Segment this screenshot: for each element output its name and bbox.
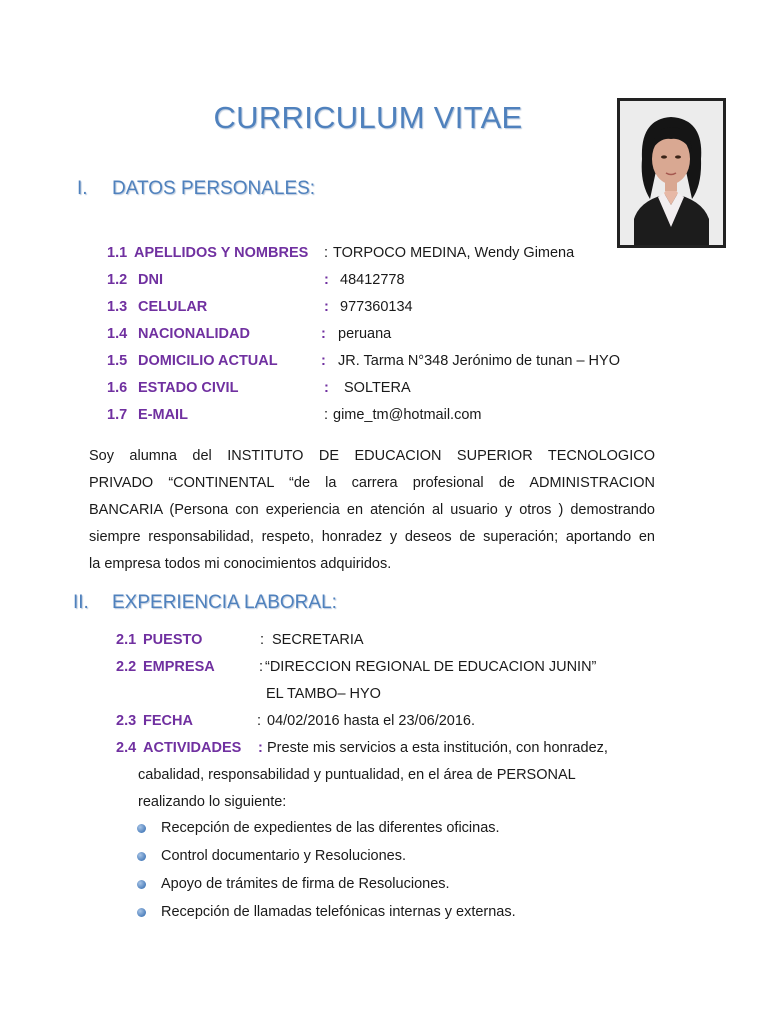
section-title: DATOS PERSONALES: — [112, 178, 316, 199]
field-label: DNI — [138, 272, 163, 288]
field-label: PUESTO — [143, 632, 203, 648]
field-number: 1.2 — [107, 272, 128, 288]
field-value: Preste mis servicios a esta institución, con honradez, — [267, 740, 608, 756]
profile-line: la empresa todos mi conocimientos adquiridos. — [89, 556, 392, 572]
field-separator: : — [324, 407, 329, 423]
profile-photo — [617, 98, 726, 248]
field-value: 977360134 — [340, 299, 413, 315]
field-label: APELLIDOS Y NOMBRES — [134, 245, 309, 261]
field-number: 1.4 — [107, 326, 128, 342]
field-value: peruana — [338, 326, 392, 342]
field-label: DOMICILIO ACTUAL — [138, 353, 278, 369]
field-value: JR. Tarma N°348 Jerónimo de tunan – HYO — [338, 353, 620, 369]
field-number: 2.2 — [116, 659, 137, 675]
field-label: CELULAR — [138, 299, 208, 315]
field-separator: : — [257, 713, 262, 729]
field-value: SOLTERA — [344, 380, 411, 396]
list-item: Apoyo de trámites de firma de Resoluciones. — [161, 876, 450, 892]
field-label: EMPRESA — [143, 659, 215, 675]
field-value: SECRETARIA — [272, 632, 364, 648]
profile-line: PRIVADO “CONTINENTAL “de la carrera profesional de ADMINISTRACION — [89, 475, 655, 491]
activity-continuation-line: cabalidad, responsabilidad y puntualidad, en el área de PERSONAL — [138, 767, 576, 783]
field-number: 1.7 — [107, 407, 128, 423]
field-value: “DIRECCION REGIONAL DE EDUCACION JUNIN” — [265, 659, 597, 675]
section-heading-work — [73, 592, 337, 614]
section-title: EXPERIENCIA LABORAL: — [112, 592, 337, 613]
field-value: 04/02/2016 hasta el 23/06/2016. — [267, 713, 476, 729]
field-separator: : — [324, 272, 329, 288]
bullet-icon — [137, 824, 146, 833]
field-number: 1.6 — [107, 380, 128, 396]
field-value: gime_tm@hotmail.com — [333, 407, 482, 423]
field-number: 2.1 — [116, 632, 137, 648]
bullet-icon — [137, 880, 146, 889]
field-number: 1.3 — [107, 299, 128, 315]
profile-line: BANCARIA (Persona con experiencia en atención al usuario y otros ) demostrando — [89, 502, 655, 518]
field-label: ACTIVIDADES — [143, 740, 242, 756]
field-separator: : — [321, 353, 326, 369]
activity-continuation-line: realizando lo siguiente: — [138, 794, 287, 810]
list-item: Control documentario y Resoluciones. — [161, 848, 407, 864]
bullet-icon — [137, 908, 146, 917]
list-item: Recepción de expedientes de las diferentes oficinas. — [161, 820, 500, 836]
section-heading-personal — [77, 178, 315, 200]
field-label: E-MAIL — [138, 407, 188, 423]
field-separator: : — [259, 659, 264, 675]
field-number: 1.1 — [107, 245, 128, 261]
field-value: TORPOCO MEDINA, Wendy Gimena — [333, 245, 575, 261]
field-separator: : — [258, 740, 263, 756]
field-label: ESTADO CIVIL — [138, 380, 239, 396]
field-separator: : — [324, 299, 329, 315]
field-separator: : — [260, 632, 265, 648]
bullet-icon — [137, 852, 146, 861]
person-portrait-icon — [620, 101, 723, 245]
field-label: NACIONALIDAD — [138, 326, 250, 342]
section-number: I. — [77, 178, 88, 199]
field-number: 1.5 — [107, 353, 128, 369]
field-label: FECHA — [143, 713, 193, 729]
field-number: 2.4 — [116, 740, 137, 756]
list-item: Recepción de llamadas telefónicas internas y externas. — [161, 904, 516, 920]
field-value: 48412778 — [340, 272, 405, 288]
profile-line: Soy alumna del INSTITUTO DE EDUCACION SUPERIOR TECNOLOGICO — [89, 448, 655, 464]
field-separator: : — [321, 326, 326, 342]
field-separator: : — [324, 245, 329, 261]
profile-line: siempre responsabilidad, respeto, honradez y deseos de superación; aportando en — [89, 529, 655, 545]
profile-paragraph — [89, 443, 655, 578]
field-value: EL TAMBO– HYO — [266, 686, 381, 702]
section-number: II. — [73, 592, 89, 613]
field-separator: : — [324, 380, 329, 396]
field-number: 2.3 — [116, 713, 137, 729]
cv-title: CURRICULUM VITAE — [213, 100, 523, 135]
